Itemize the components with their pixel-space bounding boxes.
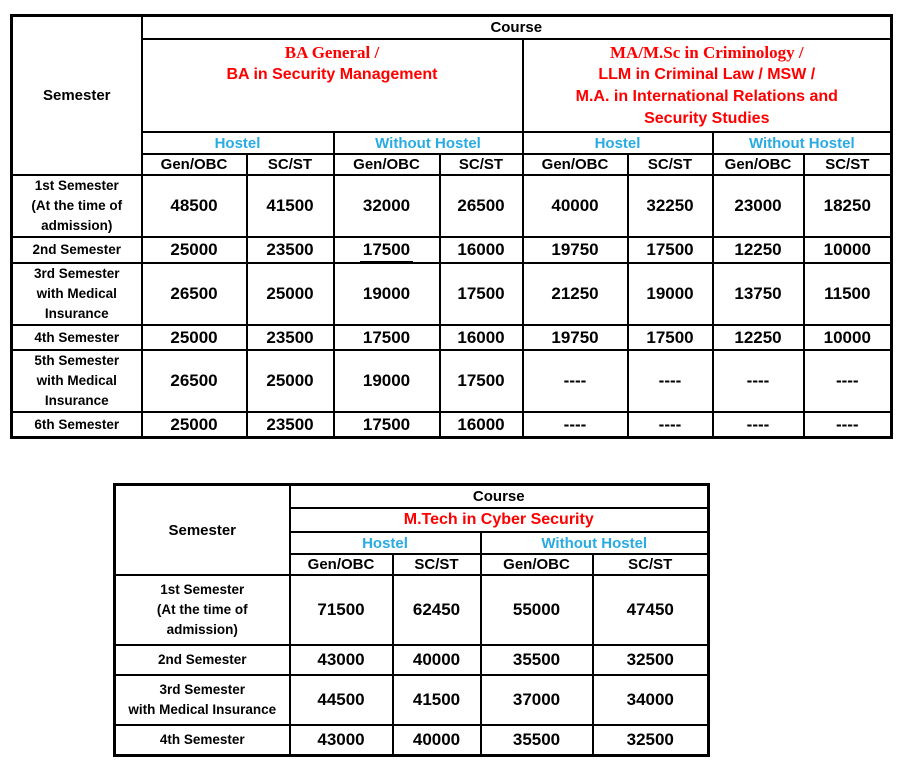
fee-cell — [440, 263, 523, 325]
fee-value: 23500 — [266, 327, 314, 347]
hostel-header: Hostel — [290, 532, 481, 554]
fee-value: 21250 — [551, 284, 599, 303]
course-group-line: LLM in Criminal Law / MSW / — [598, 66, 816, 83]
fee-value: 43000 — [317, 730, 365, 749]
category-header: SC/ST — [628, 154, 713, 175]
fee-cell — [142, 325, 247, 350]
fee-cell — [290, 645, 393, 675]
semester-row-label — [12, 325, 142, 350]
row-label-line: Insurance — [44, 306, 109, 321]
fee-cell — [393, 725, 481, 756]
fee-value: 10000 — [823, 240, 871, 259]
fee-cell — [393, 645, 481, 675]
fee-value: 18250 — [823, 196, 871, 215]
fee-value: 35500 — [512, 650, 561, 669]
fee-cell-empty — [523, 350, 628, 412]
fee-cell — [393, 575, 481, 645]
semester-row-label — [115, 645, 290, 675]
fee-value: 19000 — [362, 284, 411, 303]
fee-row — [12, 237, 892, 263]
fee-cell — [593, 645, 709, 675]
category-header: SC/ST — [440, 154, 523, 175]
row-label-line: with Medical — [36, 373, 117, 388]
course-group-line: M.A. in International Relations and — [575, 88, 838, 105]
fee-cell — [523, 263, 628, 325]
fee-cell — [440, 175, 523, 237]
category-header: SC/ST — [804, 154, 892, 175]
fee-value: 35500 — [512, 730, 561, 749]
fee-cell — [393, 675, 481, 725]
semester-header-cell: Semester — [115, 485, 290, 576]
fee-cell — [628, 325, 713, 350]
fee-value: 43000 — [317, 650, 365, 669]
table2-header — [115, 485, 709, 576]
row-label-line: with Medical Insurance — [128, 702, 277, 717]
fee-cell — [247, 237, 334, 263]
table2-body — [115, 575, 709, 756]
fee-value: 19750 — [551, 240, 599, 259]
fee-value: 25000 — [170, 327, 218, 347]
fee-cell — [290, 675, 393, 725]
table1-header — [12, 16, 892, 176]
fee-cell — [440, 350, 523, 412]
category-header: SC/ST — [393, 554, 481, 575]
fee-cell-empty — [713, 350, 804, 412]
fee-cell — [290, 725, 393, 756]
fee-table-mtech — [113, 483, 710, 757]
fee-cell — [713, 237, 804, 263]
category-header: Gen/OBC — [334, 154, 440, 175]
fee-cell — [334, 412, 440, 438]
fee-value: ---- — [835, 414, 859, 434]
fee-value: 26500 — [170, 371, 218, 390]
fee-value: ---- — [563, 414, 587, 434]
fee-cell — [523, 237, 628, 263]
course-header-row — [12, 16, 892, 40]
semester-header-cell: Semester — [12, 16, 142, 176]
fee-cell — [247, 175, 334, 237]
fee-value: 40000 — [412, 650, 461, 669]
fee-value: 44500 — [317, 690, 365, 709]
fee-cell — [713, 263, 804, 325]
fee-cell — [628, 263, 713, 325]
without-hostel-header: Without Hostel — [334, 132, 523, 154]
fee-cell — [804, 325, 892, 350]
fee-value: 26500 — [170, 284, 218, 303]
fee-cell — [804, 175, 892, 237]
fee-value: 25000 — [266, 284, 314, 303]
semester-row-label — [12, 263, 142, 325]
fee-value: 48500 — [170, 196, 218, 215]
semester-row-label — [115, 575, 290, 645]
fee-cell — [523, 325, 628, 350]
fee-value: 47450 — [626, 600, 674, 619]
fee-value: 62450 — [412, 600, 461, 619]
fee-row — [115, 645, 709, 675]
category-header: Gen/OBC — [142, 154, 247, 175]
row-label-line: 6th Semester — [34, 416, 120, 432]
fee-cell — [247, 412, 334, 438]
fee-row — [12, 325, 892, 350]
fee-cell — [804, 263, 892, 325]
course-header-cell: Course — [290, 485, 709, 509]
without-hostel-header: Without Hostel — [713, 132, 892, 154]
fee-value: 26500 — [457, 196, 505, 215]
fee-value: 19750 — [551, 327, 599, 347]
fee-cell — [628, 237, 713, 263]
fee-cell — [247, 325, 334, 350]
category-header-row — [12, 154, 892, 175]
row-label-line: 2nd Semester — [157, 652, 247, 667]
without-hostel-header: Without Hostel — [481, 532, 709, 554]
row-label-line: 3rd Semester — [159, 682, 246, 697]
course-group-line: M.Tech in Cyber Security — [403, 511, 594, 528]
category-header: SC/ST — [247, 154, 334, 175]
hostel-header: Hostel — [523, 132, 713, 154]
row-label-line: (At the time of — [31, 198, 123, 213]
fee-value: 16000 — [457, 240, 505, 259]
fee-value: 40000 — [412, 730, 461, 749]
row-label-line: 3rd Semester — [33, 266, 120, 281]
fee-row — [12, 412, 892, 438]
fee-cell-empty — [713, 412, 804, 438]
fee-value: 10000 — [823, 327, 871, 347]
row-label-line: (At the time of — [156, 602, 248, 617]
semester-row-label — [12, 412, 142, 438]
fee-value: ---- — [746, 371, 770, 390]
row-label-line: 5th Semester — [34, 353, 120, 368]
fee-cell — [142, 175, 247, 237]
row-label-line: 4th Semester — [34, 329, 120, 345]
fee-cell — [804, 237, 892, 263]
fee-value: 32500 — [626, 730, 674, 749]
fee-cell — [440, 237, 523, 263]
fee-cell — [593, 675, 709, 725]
fee-cell — [334, 263, 440, 325]
course-group-line: MA/M.Sc in Criminology / — [609, 43, 804, 62]
fee-cell — [440, 325, 523, 350]
fee-cell-empty — [804, 350, 892, 412]
fee-value: 25000 — [266, 371, 314, 390]
fee-value: 17500 — [362, 414, 411, 434]
row-label-line: Insurance — [44, 393, 109, 408]
category-header: SC/ST — [593, 554, 709, 575]
fee-value: ---- — [746, 414, 770, 434]
fee-structure-page — [0, 14, 905, 779]
fee-row — [115, 575, 709, 645]
fee-value: 17500 — [457, 284, 505, 303]
fee-value: 25000 — [170, 240, 218, 259]
course-group-row — [12, 39, 892, 132]
category-header: Gen/OBC — [481, 554, 593, 575]
category-header: Gen/OBC — [523, 154, 628, 175]
fee-value: 12250 — [734, 327, 782, 347]
fee-cell — [290, 575, 393, 645]
fee-cell — [334, 175, 440, 237]
fee-value: 23500 — [266, 414, 314, 434]
row-label-line: admission) — [166, 622, 238, 637]
fee-cell — [593, 725, 709, 756]
fee-value: 32500 — [626, 650, 674, 669]
fee-cell — [142, 350, 247, 412]
row-label-line: 4th Semester — [159, 732, 245, 747]
fee-value: 17500 — [362, 327, 411, 347]
semester-row-label — [12, 237, 142, 263]
semester-row-label — [115, 725, 290, 756]
semester-row-label — [115, 675, 290, 725]
fee-row — [12, 350, 892, 412]
fee-value: 55000 — [512, 600, 561, 619]
row-label-line: with Medical — [36, 286, 117, 301]
fee-value: 23000 — [734, 196, 782, 215]
course-header-row — [115, 485, 709, 509]
fee-cell — [334, 325, 440, 350]
course-group-mtech — [290, 508, 709, 532]
fee-cell — [481, 575, 593, 645]
fee-value: 34000 — [626, 690, 674, 709]
fee-cell — [142, 412, 247, 438]
fee-value: 23500 — [266, 240, 314, 259]
fee-value: 17500 — [646, 240, 694, 259]
fee-cell — [593, 575, 709, 645]
fee-value: 37000 — [512, 690, 561, 709]
row-label-line: 2nd Semester — [32, 242, 122, 257]
fee-value: 12250 — [734, 240, 782, 259]
fee-cell — [523, 175, 628, 237]
course-group-line: BA General / — [284, 43, 380, 62]
fee-row — [12, 263, 892, 325]
fee-cell — [247, 350, 334, 412]
row-label-line: 1st Semester — [34, 178, 119, 193]
fee-value: 19000 — [646, 284, 694, 303]
fee-value: ---- — [563, 371, 587, 390]
semester-row-label — [12, 350, 142, 412]
fee-value: ---- — [658, 371, 682, 390]
fee-cell — [247, 263, 334, 325]
fee-cell — [334, 350, 440, 412]
fee-cell — [334, 237, 440, 263]
category-header: Gen/OBC — [290, 554, 393, 575]
table1-body — [12, 175, 892, 438]
fee-value: 71500 — [317, 600, 365, 619]
course-group-ba — [142, 39, 523, 132]
course-group-line: BA in Security Management — [226, 66, 438, 83]
fee-value: 25000 — [170, 414, 218, 434]
fee-cell-empty — [628, 412, 713, 438]
fee-value: 17500 — [457, 371, 505, 390]
course-group-line: Security Studies — [644, 110, 770, 127]
fee-cell-empty — [804, 412, 892, 438]
fee-cell-empty — [628, 350, 713, 412]
fee-value: 32000 — [362, 196, 411, 215]
fee-value: 41500 — [266, 196, 314, 215]
fee-value: 11500 — [824, 284, 871, 303]
fee-cell — [142, 263, 247, 325]
row-label-line: admission) — [41, 218, 113, 233]
hostel-header-row — [12, 132, 892, 154]
fee-value: 13750 — [734, 284, 782, 303]
fee-row — [115, 725, 709, 756]
fee-cell — [713, 175, 804, 237]
fee-value: 17500 — [360, 240, 413, 263]
fee-row — [12, 175, 892, 237]
course-header-cell: Course — [142, 16, 892, 40]
fee-cell — [440, 412, 523, 438]
fee-row — [115, 675, 709, 725]
fee-value: 16000 — [457, 414, 505, 434]
fee-value: ---- — [835, 371, 859, 390]
fee-value: 32250 — [646, 196, 694, 215]
fee-cell — [628, 175, 713, 237]
fee-cell-empty — [523, 412, 628, 438]
course-group-ma — [523, 39, 892, 132]
row-label-line: 1st Semester — [160, 582, 245, 597]
fee-value: 16000 — [457, 327, 505, 347]
hostel-header: Hostel — [142, 132, 334, 154]
category-header: Gen/OBC — [713, 154, 804, 175]
semester-row-label — [12, 175, 142, 237]
fee-cell — [713, 325, 804, 350]
fee-cell — [481, 645, 593, 675]
fee-cell — [481, 725, 593, 756]
fee-table-primary — [10, 14, 893, 439]
fee-cell — [481, 675, 593, 725]
fee-value: 41500 — [412, 690, 461, 709]
fee-value: 19000 — [362, 371, 411, 390]
fee-value: 17500 — [646, 327, 694, 347]
fee-value: ---- — [658, 414, 682, 434]
fee-cell — [142, 237, 247, 263]
fee-value: 40000 — [551, 196, 599, 215]
